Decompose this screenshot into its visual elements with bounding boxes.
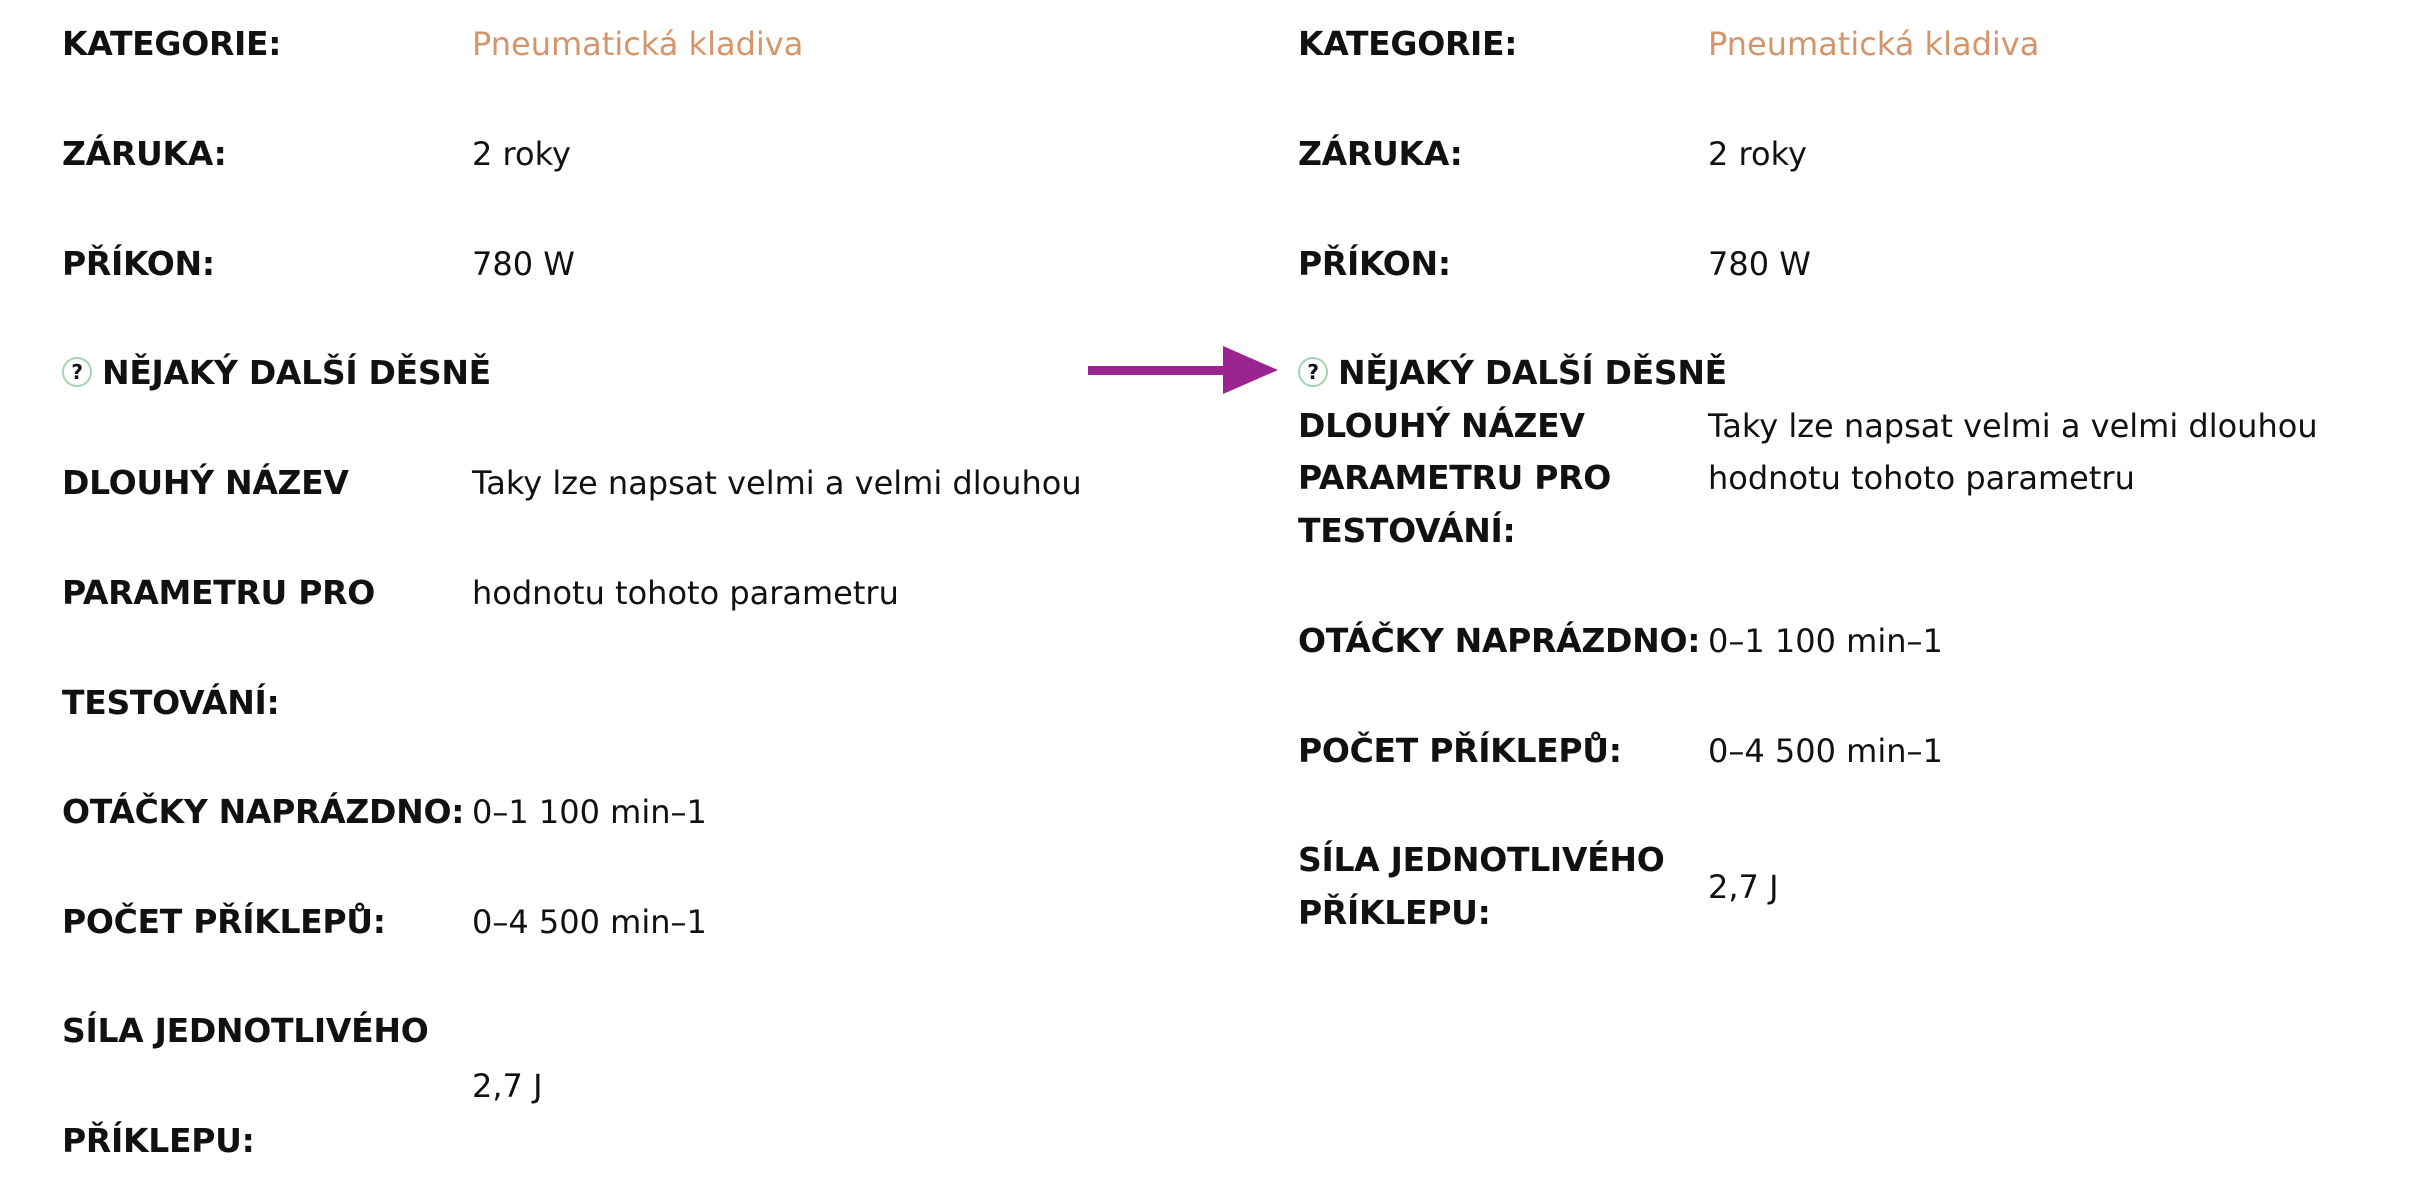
param-label-long-text1: NĚJAKÝ DALŠÍ DĚSNĚ xyxy=(102,353,491,392)
param-label-category: KATEGORIE: xyxy=(62,24,282,63)
param-value-power: 780 W xyxy=(472,245,575,283)
param-value-category-link[interactable]: Pneumatická kladiva xyxy=(472,25,804,63)
arrow-right-icon xyxy=(1088,342,1278,398)
param-label-long-line1 xyxy=(62,347,491,399)
param-value-impacts: 0–4 500 min–1 xyxy=(1708,732,1943,770)
param-value-warranty: 2 roky xyxy=(1708,135,1807,173)
param-label-impacts: POČET PŘÍKLEPŮ: xyxy=(62,902,386,941)
param-value-warranty: 2 roky xyxy=(472,135,571,173)
param-label-long-line3: PARAMETRU PRO xyxy=(62,573,375,612)
param-label-long-line3: PARAMETRU PRO xyxy=(1298,458,1611,497)
param-label-power: PŘÍKON: xyxy=(62,244,215,283)
param-label-idle-speed: OTÁČKY NAPRÁZDNO: xyxy=(1298,621,1701,660)
param-label-impacts: POČET PŘÍKLEPŮ: xyxy=(1298,731,1622,770)
param-label-warranty: ZÁRUKA: xyxy=(1298,134,1463,173)
param-value-category-link[interactable]: Pneumatická kladiva xyxy=(1708,25,2040,63)
param-value-long-line2: hodnotu tohoto parametru xyxy=(1708,459,2135,497)
param-label-impact-energy-line2: PŘÍKLEPU: xyxy=(1298,893,1491,932)
param-value-impact-energy: 2,7 J xyxy=(472,1067,543,1105)
param-label-warranty: ZÁRUKA: xyxy=(62,134,227,173)
param-value-long-line1: Taky lze napsat velmi a velmi dlouhou xyxy=(472,464,1082,502)
param-value-impact-energy: 2,7 J xyxy=(1708,868,1779,906)
param-label-category: KATEGORIE: xyxy=(1298,24,1518,63)
param-label-long-line2: DLOUHÝ NÁZEV xyxy=(1298,406,1585,445)
help-icon[interactable]: ? xyxy=(62,357,92,387)
param-value-long-line1: Taky lze napsat velmi a velmi dlouhou xyxy=(1708,407,2318,445)
param-value-power: 780 W xyxy=(1708,245,1811,283)
help-icon[interactable]: ? xyxy=(1298,357,1328,387)
param-value-long-line2: hodnotu tohoto parametru xyxy=(472,574,899,612)
param-value-idle-speed: 0–1 100 min–1 xyxy=(472,793,707,831)
param-label-impact-energy-line1: SÍLA JEDNOTLIVÉHO xyxy=(1298,840,1665,879)
param-label-long-line2: DLOUHÝ NÁZEV xyxy=(62,463,349,502)
param-label-power: PŘÍKON: xyxy=(1298,244,1451,283)
param-label-long-line4: TESTOVÁNÍ: xyxy=(1298,511,1516,550)
param-value-idle-speed: 0–1 100 min–1 xyxy=(1708,622,1943,660)
param-label-long-text1: NĚJAKÝ DALŠÍ DĚSNĚ xyxy=(1338,353,1727,392)
param-label-impact-energy-line2: PŘÍKLEPU: xyxy=(62,1121,255,1160)
param-label-long-line4: TESTOVÁNÍ: xyxy=(62,683,280,722)
param-value-impacts: 0–4 500 min–1 xyxy=(472,903,707,941)
param-label-idle-speed: OTÁČKY NAPRÁZDNO: xyxy=(62,792,465,831)
param-label-long-line1 xyxy=(1298,347,1727,399)
param-label-impact-energy-line1: SÍLA JEDNOTLIVÉHO xyxy=(62,1011,429,1050)
